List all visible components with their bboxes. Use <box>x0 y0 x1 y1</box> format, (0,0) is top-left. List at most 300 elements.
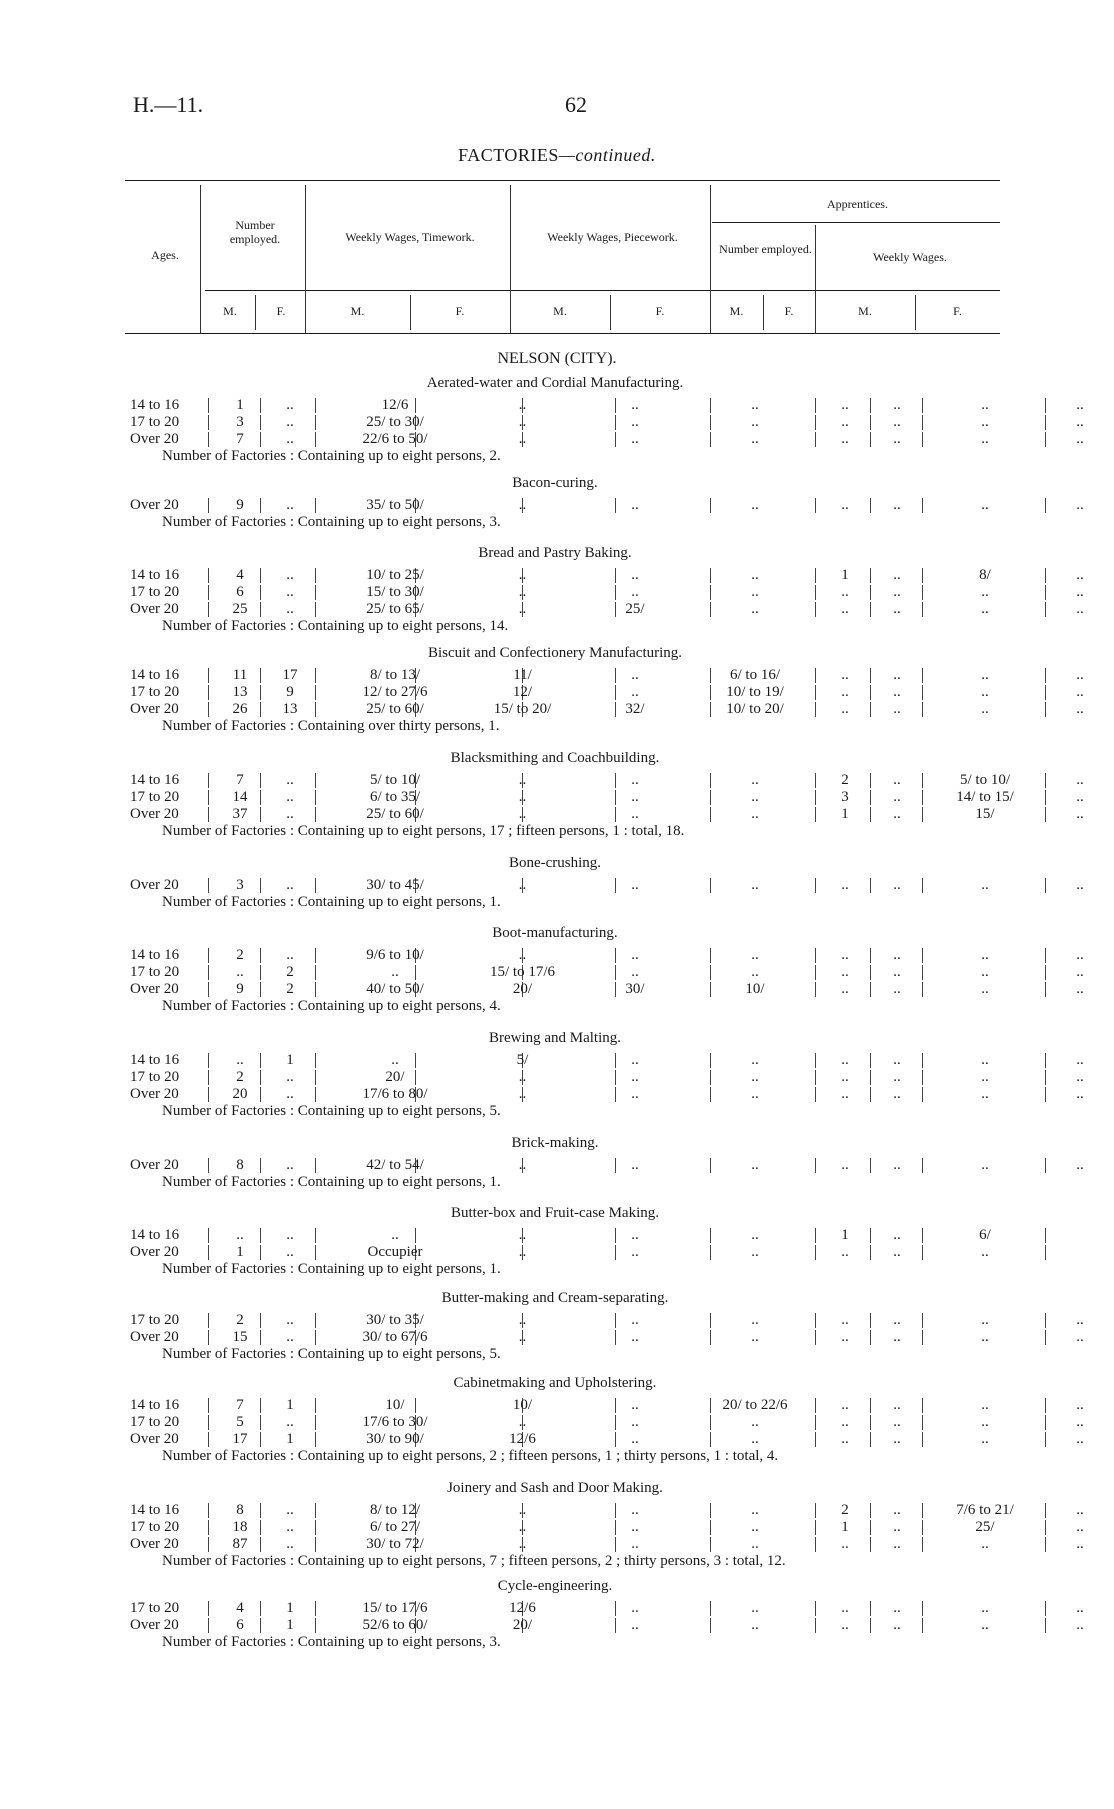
industry-title: Brewing and Malting. <box>488 1030 622 1046</box>
table-row <box>120 806 1114 823</box>
apprentices-m: .. <box>841 1244 849 1260</box>
column-divider <box>315 1070 316 1085</box>
table-row <box>120 772 1114 789</box>
employed-f: 2 <box>286 964 294 980</box>
apprentice-wages-f: .. <box>1076 1519 1084 1535</box>
column-divider <box>1045 585 1046 600</box>
column-divider <box>260 1520 261 1535</box>
apprentice-wages-f: .. <box>1076 1157 1084 1173</box>
column-divider <box>315 1398 316 1413</box>
column-divider <box>1045 1087 1046 1102</box>
column-divider <box>815 1158 816 1173</box>
apprentices-f: .. <box>893 806 901 822</box>
piecework-m: .. <box>631 877 639 893</box>
timework-f: .. <box>518 431 527 447</box>
table-row <box>120 1502 1114 1519</box>
col-number-employed: Number employed. <box>229 218 281 246</box>
employed-f: 2 <box>286 981 294 997</box>
employed-m: 4 <box>236 1600 244 1616</box>
timework-m: 8/ to 13/ <box>369 667 420 683</box>
apprentice-wages-f: .. <box>1076 1086 1084 1102</box>
apprentices-m: 1 <box>841 1519 849 1535</box>
column-divider <box>922 807 923 822</box>
column-divider <box>870 1313 871 1328</box>
table-row <box>120 1617 1114 1634</box>
piecework-m: .. <box>631 1157 639 1173</box>
table-row <box>120 1244 1114 1261</box>
piecework-m: .. <box>631 431 639 447</box>
timework-m: 9/6 to 10/ <box>366 947 424 963</box>
column-divider <box>815 790 816 805</box>
piecework-f: .. <box>751 1414 759 1430</box>
apprentice-wages-f: .. <box>1076 947 1084 963</box>
employed-f: .. <box>286 1312 294 1328</box>
column-divider <box>208 807 209 822</box>
employed-m: 9 <box>236 497 244 513</box>
apprentices-f: .. <box>893 1519 901 1535</box>
column-divider <box>1045 568 1046 583</box>
column-divider <box>1045 1432 1046 1447</box>
apprentice-wages-f: .. <box>1076 701 1084 717</box>
col-apprentices-number: Number employed. <box>719 242 812 256</box>
industry-title: Biscuit and Confectionery Manufacturing. <box>427 645 683 661</box>
employed-f: .. <box>286 772 294 788</box>
header-bottom-rule <box>125 333 1000 334</box>
timework-f: .. <box>518 601 527 617</box>
industry-title: Butter-box and Fruit-case Making. <box>451 1205 659 1221</box>
apprentice-wages-f: .. <box>1076 1536 1084 1552</box>
apprentices-f: .. <box>893 947 901 963</box>
piecework-f: .. <box>751 601 759 617</box>
col-f: F. <box>455 304 465 318</box>
col-m: M. <box>223 304 237 318</box>
apprentices-m: .. <box>841 1414 849 1430</box>
column-divider <box>815 773 816 788</box>
employed-f: .. <box>286 431 294 447</box>
employed-f: .. <box>286 1157 294 1173</box>
column-divider <box>870 585 871 600</box>
employed-m: 7 <box>236 1397 244 1413</box>
apprentices-f: .. <box>893 1052 901 1068</box>
column-divider <box>870 702 871 717</box>
apprentice-wages-f: .. <box>1076 1502 1084 1518</box>
row-age: Over 20 <box>130 1431 179 1447</box>
employed-f: 1 <box>286 1397 294 1413</box>
column-divider <box>815 668 816 683</box>
column-divider <box>815 1070 816 1085</box>
column-divider <box>315 432 316 447</box>
apprentices-m: .. <box>841 1397 849 1413</box>
city-heading: NELSON (CITY). <box>497 350 617 367</box>
column-divider <box>815 1228 816 1243</box>
employed-m: 14 <box>232 789 248 805</box>
page-number: 62 <box>565 92 587 117</box>
piecework-f: 10/ <box>745 981 765 997</box>
piecework-m: .. <box>631 1414 639 1430</box>
apprentice-wages-m: .. <box>981 1397 989 1413</box>
column-divider <box>1045 702 1046 717</box>
apprentice-wages-m: .. <box>981 1600 989 1616</box>
column-divider <box>922 415 923 430</box>
apprentices-m: 1 <box>841 567 849 583</box>
employed-f: .. <box>286 1414 294 1430</box>
column-divider <box>1045 668 1046 683</box>
piecework-f: .. <box>751 1329 759 1345</box>
employed-m: .. <box>236 964 244 980</box>
timework-m: 12/ to 27/6 <box>362 684 428 700</box>
column-divider <box>870 1432 871 1447</box>
column-divider <box>870 1503 871 1518</box>
piecework-f: 20/ to 22/6 <box>722 1397 788 1413</box>
table-row <box>120 1052 1114 1069</box>
employed-m: 2 <box>236 1069 244 1085</box>
column-divider <box>208 790 209 805</box>
apprentice-wages-f: .. <box>1076 497 1084 513</box>
apprentice-wages-m: .. <box>981 584 989 600</box>
column-divider <box>1045 398 1046 413</box>
column-divider <box>870 878 871 893</box>
industry-title: Butter-making and Cream-separating. <box>441 1290 669 1306</box>
piecework-f: .. <box>751 431 759 447</box>
row-age: 17 to 20 <box>130 584 180 600</box>
row-age: 17 to 20 <box>130 1414 180 1430</box>
column-divider <box>815 398 816 413</box>
column-divider <box>315 965 316 980</box>
column-divider <box>870 498 871 513</box>
timework-m: 5/ to 10/ <box>369 772 420 788</box>
column-divider <box>260 1228 261 1243</box>
column-divider <box>260 432 261 447</box>
piecework-f: .. <box>751 1086 759 1102</box>
column-divider <box>1045 982 1046 997</box>
column-divider <box>870 602 871 617</box>
apprentice-wages-f: .. <box>1076 1052 1084 1068</box>
row-age: 17 to 20 <box>130 1519 180 1535</box>
apprentice-wages-m: 8/ <box>979 567 991 583</box>
column-divider <box>260 685 261 700</box>
piecework-m: .. <box>631 1069 639 1085</box>
column-divider <box>208 1228 209 1243</box>
timework-f: .. <box>518 1244 527 1260</box>
column-divider <box>315 398 316 413</box>
apprentices-m: .. <box>841 667 849 683</box>
factory-count-summary: Number of Factories : Containing up to eight persons, 3. <box>162 1634 501 1650</box>
apprentices-f: .. <box>893 1536 901 1552</box>
apprentices-m: 3 <box>841 789 849 805</box>
piecework-m: .. <box>631 1227 639 1243</box>
employed-m: 37 <box>232 806 248 822</box>
employed-m: 7 <box>236 431 244 447</box>
column-divider <box>315 1432 316 1447</box>
apprentices-f: .. <box>893 497 901 513</box>
apprentice-wages-m: .. <box>981 397 989 413</box>
column-divider <box>922 1330 923 1345</box>
column-divider <box>315 1330 316 1345</box>
column-divider <box>260 668 261 683</box>
header-divider <box>200 185 201 333</box>
apprentice-wages-m: .. <box>981 964 989 980</box>
employed-f: .. <box>286 584 294 600</box>
employed-m: 2 <box>236 947 244 963</box>
column-divider <box>815 1245 816 1260</box>
apprentices-f: .. <box>893 567 901 583</box>
apprentices-f: .. <box>893 431 901 447</box>
industry-title: Cabinetmaking and Upholstering. <box>453 1375 657 1391</box>
employed-f: 1 <box>286 1431 294 1447</box>
piecework-f: 10/ to 19/ <box>726 684 784 700</box>
timework-f: .. <box>518 567 527 583</box>
employed-m: 2 <box>236 1312 244 1328</box>
column-divider <box>315 668 316 683</box>
column-divider <box>315 685 316 700</box>
employed-f: .. <box>286 877 294 893</box>
apprentice-wages-f: .. <box>1076 567 1084 583</box>
piecework-m: .. <box>631 667 639 683</box>
table-row <box>120 1536 1114 1553</box>
factory-count-summary: Number of Factories : Containing up to eight persons, 2 ; fifteen persons, 1 ; thirty persons, 1 : total, 4. <box>162 1448 779 1464</box>
piecework-f: .. <box>751 1600 759 1616</box>
piecework-m: .. <box>631 1519 639 1535</box>
column-divider <box>922 1228 923 1243</box>
column-divider <box>260 1313 261 1328</box>
piecework-f: .. <box>751 1502 759 1518</box>
column-divider <box>208 498 209 513</box>
col-f: F. <box>276 304 286 318</box>
apprentices-m: .. <box>841 584 849 600</box>
apprentice-wages-m: .. <box>981 1157 989 1173</box>
column-divider <box>922 1087 923 1102</box>
piecework-f: .. <box>751 1227 759 1243</box>
table-row <box>120 601 1114 618</box>
piecework-m: .. <box>631 584 639 600</box>
apprentices-m: .. <box>841 414 849 430</box>
column-divider <box>260 398 261 413</box>
apprentice-wages-f: .. <box>1076 601 1084 617</box>
column-divider <box>1045 1618 1046 1633</box>
heading-main: FACTORIES <box>458 145 559 165</box>
apprentices-rule <box>712 222 1000 223</box>
timework-m: 30/ to 90/ <box>366 1431 424 1447</box>
column-divider <box>815 1537 816 1552</box>
timework-m: 15/ to 17/6 <box>362 1600 428 1616</box>
timework-m: 10/ to 25/ <box>366 567 424 583</box>
piecework-f: .. <box>751 414 759 430</box>
piecework-f: .. <box>751 1157 759 1173</box>
column-divider <box>1045 1245 1046 1260</box>
timework-m: 12/6 <box>381 397 409 413</box>
row-age: 17 to 20 <box>130 964 180 980</box>
column-divider <box>815 1415 816 1430</box>
row-age: Over 20 <box>130 1329 179 1345</box>
apprentices-m: .. <box>841 1600 849 1616</box>
employed-f: .. <box>286 567 294 583</box>
column-divider <box>208 602 209 617</box>
column-divider <box>1045 1313 1046 1328</box>
row-age: 17 to 20 <box>130 1600 180 1616</box>
piecework-f: .. <box>751 947 759 963</box>
apprentice-wages-f: .. <box>1076 1069 1084 1085</box>
apprentice-wages-f: .. <box>1076 789 1084 805</box>
industry-title: Bacon-curing. <box>512 475 598 491</box>
piecework-f: .. <box>751 806 759 822</box>
row-age: Over 20 <box>130 497 179 513</box>
column-divider <box>208 878 209 893</box>
employed-f: .. <box>286 414 294 430</box>
column-divider <box>922 432 923 447</box>
column-divider <box>922 1503 923 1518</box>
apprentice-wages-m: .. <box>981 1052 989 1068</box>
column-divider <box>922 398 923 413</box>
employed-f: 17 <box>282 667 298 683</box>
apprentices-f: .. <box>893 1431 901 1447</box>
row-age: 17 to 20 <box>130 789 180 805</box>
column-divider <box>260 878 261 893</box>
table-row <box>120 397 1114 414</box>
column-divider <box>1045 602 1046 617</box>
table-row <box>120 431 1114 448</box>
column-divider <box>208 685 209 700</box>
employed-f: .. <box>286 1519 294 1535</box>
apprentice-wages-f <box>1050 1244 1110 1261</box>
column-divider <box>870 1245 871 1260</box>
column-divider <box>260 1053 261 1068</box>
column-divider <box>260 773 261 788</box>
column-divider <box>208 1245 209 1260</box>
column-divider <box>208 1432 209 1447</box>
apprentices-f: .. <box>893 684 901 700</box>
timework-f: 12/6 <box>509 1431 536 1447</box>
apprentices-m: .. <box>841 1536 849 1552</box>
header-mid-rule <box>205 290 1000 291</box>
column-divider <box>815 1313 816 1328</box>
column-divider <box>815 1520 816 1535</box>
column-divider <box>315 585 316 600</box>
piecework-f: .. <box>751 964 759 980</box>
employed-m: 4 <box>236 567 244 583</box>
column-divider <box>870 1330 871 1345</box>
column-divider <box>315 602 316 617</box>
column-divider <box>315 1245 316 1260</box>
column-divider <box>208 1537 209 1552</box>
column-divider <box>208 965 209 980</box>
column-divider <box>815 602 816 617</box>
factory-count-summary: Number of Factories : Containing up to eight persons, 1. <box>162 894 501 910</box>
row-age: 14 to 16 <box>130 667 180 683</box>
column-divider <box>815 948 816 963</box>
apprentice-wages-m: .. <box>981 1617 989 1633</box>
row-age: 14 to 16 <box>130 567 180 583</box>
employed-f: .. <box>286 1502 294 1518</box>
column-divider <box>1045 1330 1046 1345</box>
timework-m: 17/6 to 80/ <box>362 1086 428 1102</box>
column-divider <box>815 1398 816 1413</box>
column-divider <box>1045 1398 1046 1413</box>
employed-m: 13 <box>232 684 248 700</box>
apprentices-f: .. <box>893 1414 901 1430</box>
table-row <box>120 1431 1114 1448</box>
column-divider <box>1045 1158 1046 1173</box>
timework-f: .. <box>518 414 527 430</box>
apprentice-wages-m: .. <box>981 497 989 513</box>
timework-m: 17/6 to 30/ <box>362 1414 428 1430</box>
table-row <box>120 981 1114 998</box>
apprentices-m: .. <box>841 981 849 997</box>
column-divider <box>922 568 923 583</box>
col-m: M. <box>729 304 744 318</box>
column-divider <box>815 585 816 600</box>
column-divider <box>922 1245 923 1260</box>
table-row <box>120 1069 1114 1086</box>
column-divider <box>208 415 209 430</box>
factory-count-summary: Number of Factories : Containing up to eight persons, 5. <box>162 1346 501 1362</box>
employed-f: .. <box>286 601 294 617</box>
column-divider <box>815 568 816 583</box>
apprentices-m: .. <box>841 431 849 447</box>
column-divider <box>870 668 871 683</box>
table-row <box>120 1329 1114 1346</box>
timework-f: .. <box>518 877 527 893</box>
piecework-m: 30/ <box>625 981 645 997</box>
employed-f: .. <box>286 1227 294 1243</box>
row-age: Over 20 <box>130 431 179 447</box>
table-row <box>120 1086 1114 1103</box>
apprentice-wages-m: 5/ to 10/ <box>959 772 1010 788</box>
column-divider <box>870 773 871 788</box>
table-row <box>120 947 1114 964</box>
table-row <box>120 684 1114 701</box>
apprentice-wages-f: .. <box>1076 877 1084 893</box>
timework-f: .. <box>518 1536 527 1552</box>
timework-f: 15/ to 17/6 <box>489 964 555 980</box>
piecework-f: 6/ to 16/ <box>729 667 780 683</box>
piecework-f: 10/ to 20/ <box>726 701 784 717</box>
apprentices-m: 2 <box>841 772 849 788</box>
column-divider <box>260 1601 261 1616</box>
column-divider <box>815 982 816 997</box>
apprentice-wages-m: 15/ <box>975 806 995 822</box>
employed-f: .. <box>286 397 294 413</box>
column-divider <box>260 1398 261 1413</box>
table-row <box>120 497 1114 514</box>
column-divider <box>1045 773 1046 788</box>
employed-m: 7 <box>236 772 244 788</box>
factory-count-summary: Number of Factories : Containing up to eight persons, 3. <box>162 514 501 530</box>
row-age: 14 to 16 <box>130 772 180 788</box>
timework-m: Occupier <box>367 1244 423 1260</box>
factory-count-summary: Number of Factories : Containing up to eight persons, 2. <box>162 448 501 464</box>
employed-m: 20 <box>232 1086 248 1102</box>
apprentices-m: .. <box>841 1069 849 1085</box>
timework-f: .. <box>518 1414 527 1430</box>
apprentices-m: .. <box>841 1086 849 1102</box>
timework-f: .. <box>518 772 527 788</box>
employed-f: 1 <box>286 1617 294 1633</box>
apprentice-wages-m: .. <box>981 1086 989 1102</box>
piecework-m: .. <box>631 397 639 413</box>
row-age: Over 20 <box>130 1536 179 1552</box>
employed-m: 6 <box>236 584 244 600</box>
column-divider <box>208 1070 209 1085</box>
column-divider <box>208 1398 209 1413</box>
piecework-f: .. <box>751 397 759 413</box>
timework-m: 30/ to 45/ <box>366 877 424 893</box>
timework-m: 30/ to 67/6 <box>362 1329 428 1345</box>
column-divider <box>260 585 261 600</box>
col-apprentices-wages: Weekly Wages. <box>873 250 947 264</box>
col-m: M. <box>858 304 872 318</box>
apprentice-wages-f: .. <box>1076 806 1084 822</box>
column-divider <box>1045 1537 1046 1552</box>
